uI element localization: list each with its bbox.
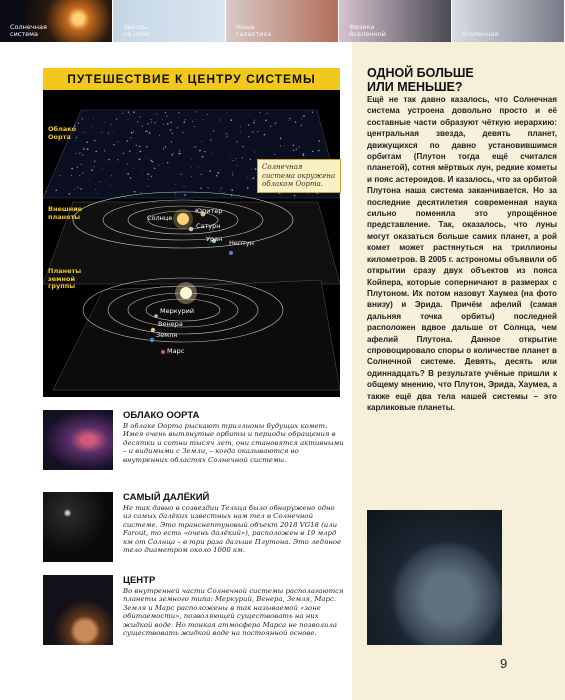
- oort-particle: [183, 121, 185, 123]
- oort-particle: [202, 156, 204, 158]
- oort-particle: [94, 160, 95, 161]
- oort-particle: [220, 191, 221, 192]
- oort-particle: [130, 114, 131, 115]
- tab-label: Наша галактика: [236, 23, 272, 38]
- oort-particle: [154, 168, 155, 169]
- item-heading: ОБЛАКО ООРТА: [123, 410, 200, 421]
- oort-particle: [178, 117, 179, 118]
- oort-particle: [258, 132, 259, 133]
- oort-particle: [280, 145, 281, 146]
- planet-saturn: Сатурн: [196, 222, 221, 230]
- oort-particle: [307, 193, 308, 194]
- oort-particle: [48, 196, 49, 197]
- oort-particle: [303, 154, 305, 156]
- oort-particle: [128, 112, 129, 113]
- section-tabs: [0, 0, 565, 42]
- oort-particle: [165, 112, 166, 113]
- oort-particle: [191, 159, 192, 160]
- oort-particle: [184, 186, 185, 187]
- diagram-illustration: [43, 90, 340, 397]
- planet-mars: Марс: [167, 347, 185, 355]
- item-body: Не так давно в созвездии Тельца было обнаружено одно из самых далёких известных нам тел в Солнечной системе. Это транснептуновый объект 2018 VG18 (или Farout, то есть «очень далёкий»), расположен в 19 млрд км от Солнца – в три раза дальше Плутона. Это ледяное тело диаметром около 1000 км.: [123, 504, 342, 555]
- oort-particle: [177, 127, 178, 128]
- oort-particle: [133, 111, 135, 113]
- oort-particle: [175, 194, 176, 195]
- oort-particle: [89, 179, 90, 180]
- oort-particle: [147, 123, 148, 124]
- oort-particle: [236, 165, 237, 166]
- oort-particle: [91, 127, 92, 128]
- oort-particle: [131, 132, 133, 134]
- oort-particle: [251, 169, 252, 170]
- solar-system-diagram: [43, 68, 340, 397]
- oort-particle: [207, 114, 208, 115]
- oort-particle: [318, 150, 320, 152]
- oort-particle: [108, 159, 110, 161]
- oort-particle: [169, 130, 170, 131]
- oort-particle: [97, 194, 98, 195]
- page-number: 9: [500, 656, 508, 671]
- oort-particle: [266, 113, 267, 114]
- oort-particle: [191, 176, 192, 177]
- oort-particle: [211, 153, 212, 154]
- oort-particle: [134, 191, 136, 193]
- oort-particle: [250, 159, 251, 160]
- oort-particle: [312, 112, 313, 113]
- oort-particle: [76, 153, 77, 154]
- oort-particle: [123, 153, 124, 154]
- planet-jupiter: Юпитер: [195, 207, 223, 215]
- oort-particle: [259, 112, 260, 113]
- oort-particle: [150, 160, 152, 162]
- oort-particle: [248, 136, 249, 137]
- sidebar-text: Ещё не так давно казалось, что Солнечная система устроена довольно просто и её составные части образуют чёткую иерархию: центральная звезда, девять планет, движущихся по давно установившимся орбитам (Плутон тогда ещё считался планетой), сотня мёртвых лун, редкие кометы и пояс астероидов. И казалось, что за орбитой Плутона наша система заканчивается. Но за последние десятилетия современная наука сильно поменяла это упрощённое представление. Так, оказалось, что луны могут оказаться больше самих планет, а рой комет может растянуться на триллионы километров. В 2005 г. астрономы объявили об открытии сразу двух объектов из пояса Койпера, которые соперничают в размерах с Плутоном. Их потом назовут Хаумеа (на фото внизу) и Эрида. Причём афелий (самая дальняя точка орбиты) последней расположен вдвое дальше от Солнца, чем афелий Плутона. Данное открытие спровоцировало споры о количестве планет в Солнечной системе. Девять, десять или одиннадцать? В результате учёные пришли к общему мнению, что Плутон, Эрида, Хаумеа, а также ещё два тела нашей системы – это карликовые планеты.: [367, 95, 557, 412]
- oort-particle: [301, 118, 302, 119]
- oort-particle: [319, 140, 321, 142]
- oort-particle: [253, 177, 255, 179]
- oort-particle: [173, 153, 174, 154]
- oort-particle: [316, 192, 318, 194]
- oort-particle: [162, 119, 163, 120]
- planet-sun: Солнце: [147, 214, 173, 222]
- oort-particle: [179, 149, 180, 150]
- oort-particle: [151, 122, 152, 123]
- oort-particle: [111, 175, 112, 176]
- oort-particle: [46, 191, 47, 192]
- farout-photo: [43, 492, 113, 562]
- oort-particle: [94, 140, 95, 141]
- oort-particle: [145, 131, 147, 133]
- oort-particle: [95, 189, 96, 190]
- item-oort: [43, 410, 343, 472]
- oort-particle: [147, 178, 148, 179]
- oort-particle: [252, 178, 253, 179]
- oort-particle: [130, 137, 131, 138]
- oort-particle: [136, 153, 137, 154]
- oort-particle: [226, 138, 227, 139]
- oort-particle: [80, 188, 81, 189]
- item-farthest: [43, 492, 343, 564]
- oort-particle: [182, 132, 183, 133]
- oort-particle: [217, 172, 219, 174]
- oort-particle: [220, 169, 221, 170]
- oort-particle: [147, 173, 149, 175]
- oort-particle: [232, 172, 233, 173]
- oort-particle: [117, 159, 118, 160]
- oort-particle: [201, 141, 202, 142]
- oort-particle: [205, 163, 206, 164]
- oort-particle: [82, 173, 83, 174]
- oort-particle: [111, 185, 112, 186]
- haumea-photo: [367, 510, 502, 645]
- oort-particle: [113, 144, 114, 145]
- oort-particle: [230, 154, 231, 155]
- oort-particle: [265, 119, 267, 121]
- oort-particle: [118, 141, 119, 142]
- oort-particle: [257, 131, 258, 132]
- oort-particle: [136, 145, 137, 146]
- tab-label: Солнечная система: [10, 23, 47, 38]
- oort-particle: [140, 192, 141, 193]
- oort-particle: [192, 121, 193, 122]
- oort-particle: [127, 164, 128, 165]
- tab-label: Вселенная: [462, 30, 499, 38]
- oort-particle: [115, 123, 116, 124]
- oort-particle: [179, 151, 180, 152]
- oort-particle: [128, 119, 129, 120]
- oort-particle: [250, 168, 251, 169]
- planet-neptune: Нептун: [229, 239, 255, 247]
- oort-particle: [298, 146, 299, 147]
- oort-particle: [159, 135, 160, 136]
- oort-particle: [185, 119, 186, 120]
- oort-particle: [127, 140, 128, 141]
- oort-particle: [76, 137, 77, 138]
- oort-particle: [79, 152, 80, 153]
- oort-particle: [293, 145, 294, 146]
- oort-particle: [289, 120, 290, 121]
- oort-particle: [137, 121, 138, 122]
- oort-particle: [178, 112, 179, 113]
- oort-particle: [289, 118, 290, 119]
- oort-particle: [55, 190, 57, 192]
- label-inner-planets: Планеты земной группы: [48, 267, 82, 290]
- oort-particle: [95, 151, 97, 153]
- oort-particle: [151, 176, 152, 177]
- oort-particle: [156, 121, 157, 122]
- sidebar: [352, 42, 565, 700]
- oort-particle: [179, 153, 180, 154]
- oort-particle: [284, 145, 285, 146]
- oort-particle: [156, 113, 157, 114]
- oort-particle: [167, 162, 169, 164]
- oort-particle: [253, 122, 255, 124]
- oort-particle: [84, 132, 85, 133]
- oort-particle: [167, 123, 169, 125]
- oort-particle: [116, 119, 117, 120]
- oort-particle: [231, 119, 233, 121]
- oort-particle: [195, 111, 196, 112]
- oort-particle: [275, 123, 276, 124]
- oort-particle: [127, 173, 129, 175]
- oort-particle: [69, 193, 71, 195]
- oort-particle: [133, 168, 134, 169]
- oort-particle: [158, 165, 159, 166]
- oort-particle: [210, 140, 211, 141]
- oort-particle: [129, 150, 131, 152]
- oort-particle: [219, 120, 220, 121]
- oort-particle: [104, 122, 105, 123]
- oort-particle: [82, 154, 83, 155]
- oort-particle: [201, 188, 202, 189]
- oort-particle: [242, 157, 243, 158]
- oort-particle: [139, 146, 141, 148]
- oort-particle: [93, 166, 94, 167]
- oort-particle: [146, 146, 148, 148]
- oort-particle: [87, 148, 89, 150]
- oort-particle: [200, 188, 201, 189]
- oort-particle: [296, 149, 297, 150]
- oort-particle: [163, 163, 164, 164]
- item-heading: ЦЕНТР: [123, 575, 156, 586]
- oort-particle: [204, 151, 205, 152]
- oort-particle: [235, 158, 236, 159]
- oort-particle: [138, 159, 139, 160]
- oort-particle: [147, 131, 148, 132]
- oort-particle: [143, 173, 144, 174]
- oort-particle: [147, 186, 148, 187]
- oort-particle: [247, 177, 248, 178]
- oort-particle: [102, 168, 103, 169]
- oort-particle: [79, 175, 80, 176]
- diagram-title: ПУТЕШЕСТВИЕ К ЦЕНТРУ СИСТЕМЫ: [43, 68, 340, 90]
- oort-particle: [163, 148, 164, 149]
- oort-particle: [221, 188, 222, 189]
- oort-particle: [255, 152, 256, 153]
- oort-particle: [149, 158, 150, 159]
- oort-particle: [213, 130, 214, 131]
- oort-particle: [83, 148, 85, 150]
- oort-particle: [100, 181, 101, 182]
- oort-particle: [170, 129, 171, 130]
- item-center: [43, 575, 343, 647]
- oort-particle: [163, 124, 164, 125]
- oort-particle: [224, 192, 225, 193]
- oort-particle: [139, 116, 140, 117]
- oort-particle: [171, 154, 173, 156]
- oort-particle: [122, 194, 123, 195]
- sidebar-title: ОДНОЙ БОЛЬШЕ ИЛИ МЕНЬШЕ?: [367, 66, 474, 94]
- oort-particle: [209, 170, 211, 172]
- tab-galaxy[interactable]: [226, 0, 339, 42]
- inner-planets-photo: [43, 575, 113, 645]
- oort-particle: [199, 150, 201, 152]
- oort-particle: [150, 119, 151, 120]
- oort-particle: [82, 118, 83, 119]
- planet-uranus: Уран: [206, 235, 223, 243]
- oort-particle: [240, 126, 241, 127]
- oort-particle: [294, 195, 296, 197]
- oort-particle: [80, 152, 81, 153]
- oort-particle: [74, 189, 75, 190]
- oort-particle: [108, 132, 109, 133]
- oort-particle: [233, 160, 234, 161]
- diagram-note: Солнечная система окружена облаком Оорта.: [257, 159, 341, 193]
- oort-particle: [139, 158, 141, 160]
- oort-particle: [194, 146, 195, 147]
- oort-particle: [236, 141, 237, 142]
- oort-particle: [216, 175, 218, 177]
- oort-particle: [232, 174, 233, 175]
- oort-particle: [312, 151, 313, 152]
- oort-particle: [237, 185, 238, 186]
- oort-particle: [184, 194, 186, 196]
- oort-particle: [231, 189, 233, 191]
- oort-particle: [166, 116, 167, 117]
- planet-venus: Венера: [158, 320, 183, 328]
- oort-particle: [248, 124, 249, 125]
- oort-particle: [77, 187, 78, 188]
- oort-particle: [274, 154, 275, 155]
- label-outer-planets: Внешние планеты: [48, 205, 83, 221]
- oort-particle: [130, 177, 131, 178]
- oort-particle: [170, 122, 172, 124]
- oort-particle: [113, 132, 114, 133]
- oort-particle: [91, 169, 93, 171]
- oort-particle: [240, 131, 241, 132]
- tab-stars[interactable]: [113, 0, 226, 42]
- oort-particle: [98, 181, 99, 182]
- oort-particle: [59, 175, 60, 176]
- tab-physics[interactable]: [339, 0, 452, 42]
- oort-particle: [268, 113, 269, 114]
- oort-particle: [202, 119, 203, 120]
- oort-particle: [247, 187, 249, 189]
- oort-particle: [171, 141, 172, 142]
- oort-particle: [292, 150, 293, 151]
- oort-particle: [293, 150, 294, 151]
- oort-particle: [191, 167, 192, 168]
- oort-particle: [149, 132, 151, 134]
- oort-particle: [133, 131, 134, 132]
- label-oort: Облако Оорта: [48, 125, 77, 141]
- oort-particle: [93, 119, 94, 120]
- tab-label: Звёзды на небе: [123, 23, 150, 38]
- oort-particle: [155, 122, 156, 123]
- oort-particle: [81, 164, 82, 165]
- oort-particle: [226, 133, 227, 134]
- item-body: Во внутренней части Солнечной системы располагаются планеты земного типа: Меркурий, Венера, Земля, Марс. Земля и Марс расположены в так называемой «зоне обитаемости», позволяющей существовать на них жидкой воде. Но тонкая атмосфера Марса не позволила существовать жидкой воде на постоянной основе.: [123, 587, 344, 638]
- oort-particle: [301, 125, 302, 126]
- oort-particle: [102, 132, 103, 133]
- item-body: В облаке Оорта рыскают триллионы будущих комет. Имея очень вытянутые орбиты и периоды обращения в десятки и сотни тысяч лет, они становятся активными – и видимыми с Земли, – когда оказываются во внутренних областях Солнечной системы.: [123, 422, 344, 464]
- oort-photo: [43, 410, 113, 470]
- planet-earth: Земля: [156, 331, 178, 339]
- oort-particle: [270, 126, 271, 127]
- oort-particle: [145, 156, 146, 157]
- oort-particle: [172, 132, 173, 133]
- oort-particle: [252, 132, 253, 133]
- oort-particle: [175, 192, 176, 193]
- oort-particle: [303, 115, 305, 117]
- oort-particle: [123, 113, 124, 114]
- oort-particle: [71, 168, 73, 170]
- oort-particle: [295, 121, 296, 122]
- oort-particle: [142, 126, 143, 127]
- oort-particle: [194, 126, 195, 127]
- oort-particle: [201, 174, 202, 175]
- oort-particle: [280, 138, 282, 140]
- oort-particle: [77, 167, 78, 168]
- oort-particle: [71, 175, 72, 176]
- oort-particle: [165, 146, 167, 148]
- oort-particle: [181, 174, 182, 175]
- oort-particle: [254, 120, 255, 121]
- oort-particle: [175, 184, 176, 185]
- oort-particle: [111, 124, 112, 125]
- oort-particle: [226, 136, 227, 137]
- oort-particle: [264, 134, 266, 136]
- oort-particle: [78, 122, 80, 124]
- oort-particle: [227, 133, 228, 134]
- oort-particle: [243, 146, 244, 147]
- tab-solar-system[interactable]: [0, 0, 113, 42]
- oort-particle: [140, 151, 142, 153]
- oort-particle: [124, 187, 125, 188]
- item-heading: САМЫЙ ДАЛЁКИЙ: [123, 492, 210, 503]
- oort-particle: [104, 150, 105, 151]
- oort-particle: [207, 187, 208, 188]
- planet-mercury: Меркурий: [160, 307, 195, 315]
- tab-label: Физика Вселенной: [349, 23, 386, 38]
- oort-particle: [227, 112, 228, 113]
- oort-particle: [198, 167, 199, 168]
- oort-particle: [197, 119, 198, 120]
- tab-universe[interactable]: [452, 0, 565, 42]
- oort-particle: [152, 161, 153, 162]
- oort-particle: [86, 141, 88, 143]
